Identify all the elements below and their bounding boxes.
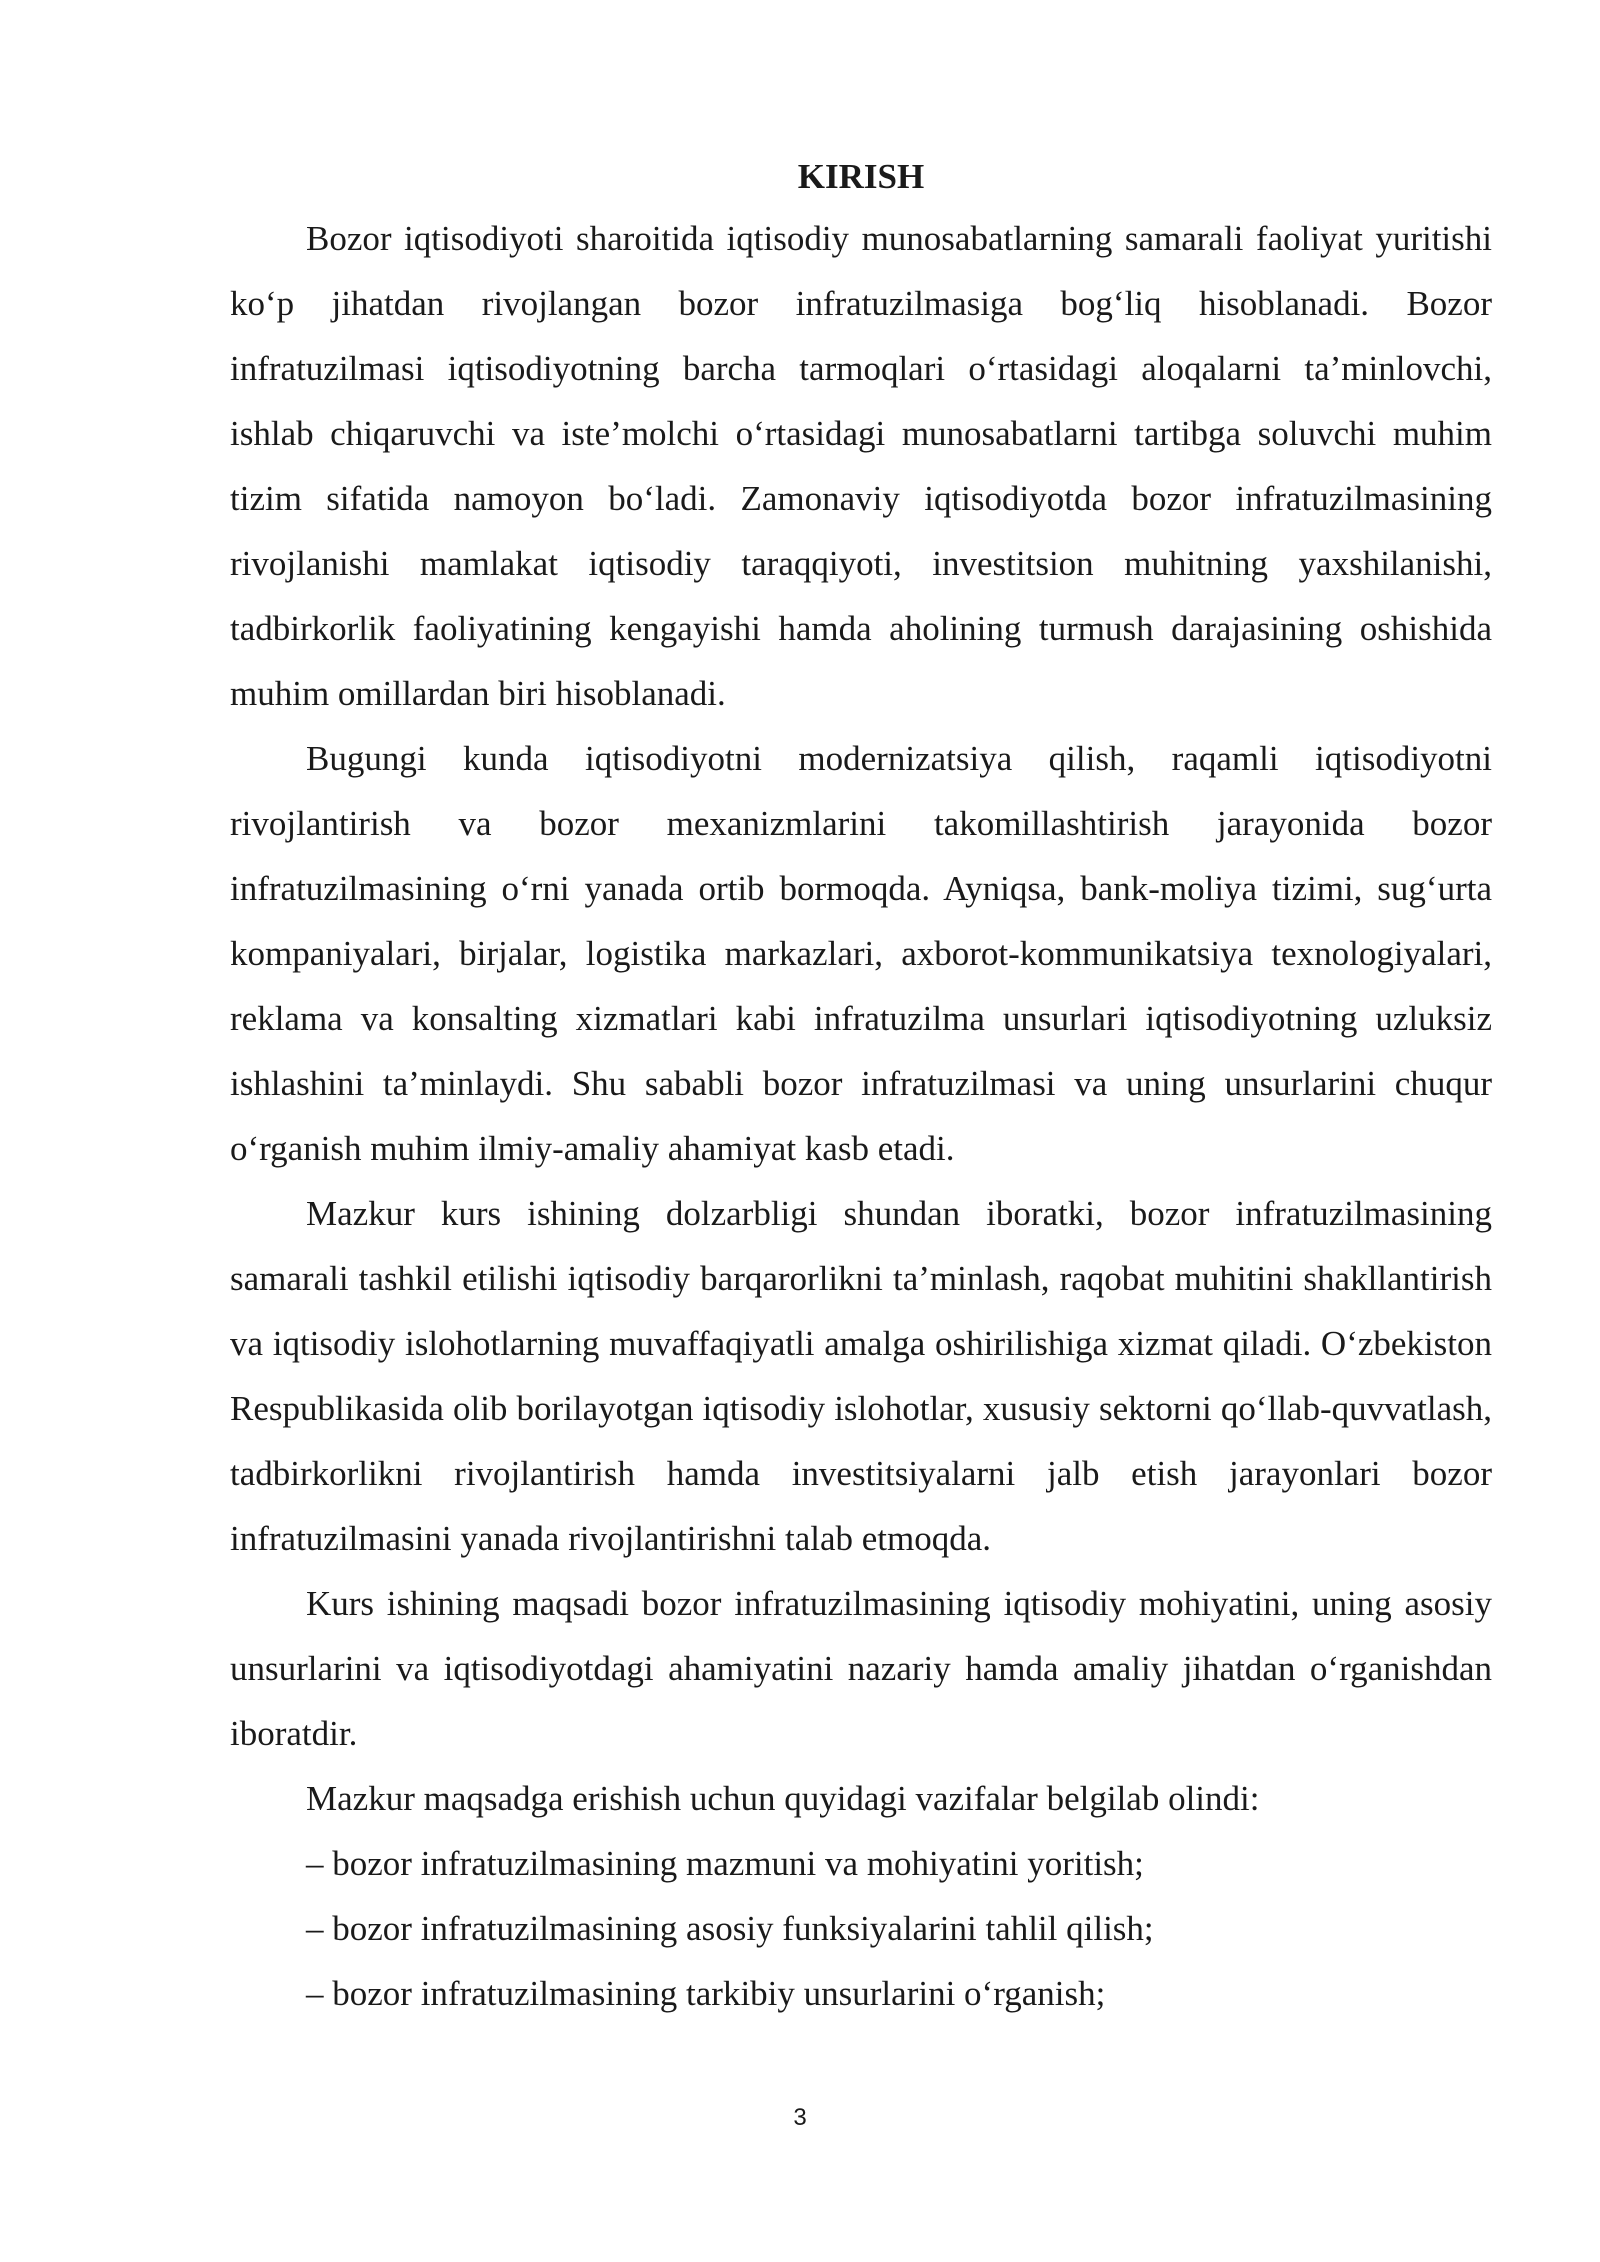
- task-item: – bozor infratuzilmasining mazmuni va mohiyatini yoritish;: [306, 1844, 1144, 1883]
- paragraph: Kurs ishining maqsadi bozor infratuzilmasining iqtisodiy mohiyatini, uning asosiy unsurlarini va iqtisodiyotdagi ahamiyatini nazariy hamda amaliy jihatdan o‘rganishdan iboratdir.: [230, 1584, 1492, 1753]
- document-body: [230, 148, 1492, 2026]
- page-number: 3: [793, 2104, 807, 2131]
- paragraph: Bugungi kunda iqtisodiyotni modernizatsiya qilish, raqamli iqtisodiyotni rivojlantirish va bozor mexanizmlarini takomillashtirish jarayonida bozor infratuzilmasining o‘rni yanada ortib bormoqda. Ayniqsa, bank-moliya tizimi, sug‘urta kompaniyalari, birjalar, logistika markazlari, axborot-kommunikatsiya texnologiyalari, reklama va konsalting xizmatlari kabi infratuzilma unsurlari iqtisodiyotning uzluksiz ishlashini ta’minlaydi. Shu sababli bozor infratuzilmasi va uning unsurlarini chuqur o‘rganish muhim ilmiy-amaliy ahamiyat kasb etadi.: [230, 739, 1492, 1168]
- section-title: KIRISH: [797, 157, 925, 196]
- paragraph: Mazkur kurs ishining dolzarbligi shundan iboratki, bozor infratuzilmasining samarali tashkil etilishi iqtisodiy barqarorlikni ta’minlash, raqobat muhitini shakllantirish va iqtisodiy islohotlarning muvaffaqiyatli amalga oshirilishiga xizmat qiladi. O‘zbekiston Respublikasida olib borilayotgan iqtisodiy islohotlar, xususiy sektorni qo‘llab-quvvatlash, tadbirkorlikni rivojlantirish hamda investitsiyalarni jalb etish jarayonlari bozor infratuzilmasini yanada rivojlantirishni talab etmoqda.: [230, 1194, 1492, 1558]
- task-item: – bozor infratuzilmasining tarkibiy unsurlarini o‘rganish;: [306, 1974, 1106, 2013]
- paragraph: Bozor iqtisodiyoti sharoitida iqtisodiy munosabatlarning samarali faoliyat yuritishi ko‘p jihatdan rivojlangan bozor infratuzilmasiga bog‘liq hisoblanadi. Bozor infratuzilmasi iqtisodiyotning barcha tarmoqlari o‘rtasidagi aloqalarni ta’minlovchi, ishlab chiqaruvchi va iste’molchi o‘rtasidagi munosabatlarni tartibga soluvchi muhim tizim sifatida namoyon bo‘ladi. Zamonaviy iqtisodiyotda bozor infratuzilmasining rivojlanishi mamlakat iqtisodiy taraqqiyoti, investitsion muhitning yaxshilanishi, tadbirkorlik faoliyatining kengayishi hamda aholining turmush darajasining oshishida muhim omillardan biri hisoblanadi.: [230, 219, 1492, 713]
- tasks-intro: Mazkur maqsadga erishish uchun quyidagi vazifalar belgilab olindi:: [306, 1779, 1260, 1818]
- task-item: – bozor infratuzilmasining asosiy funksiyalarini tahlil qilish;: [306, 1909, 1154, 1948]
